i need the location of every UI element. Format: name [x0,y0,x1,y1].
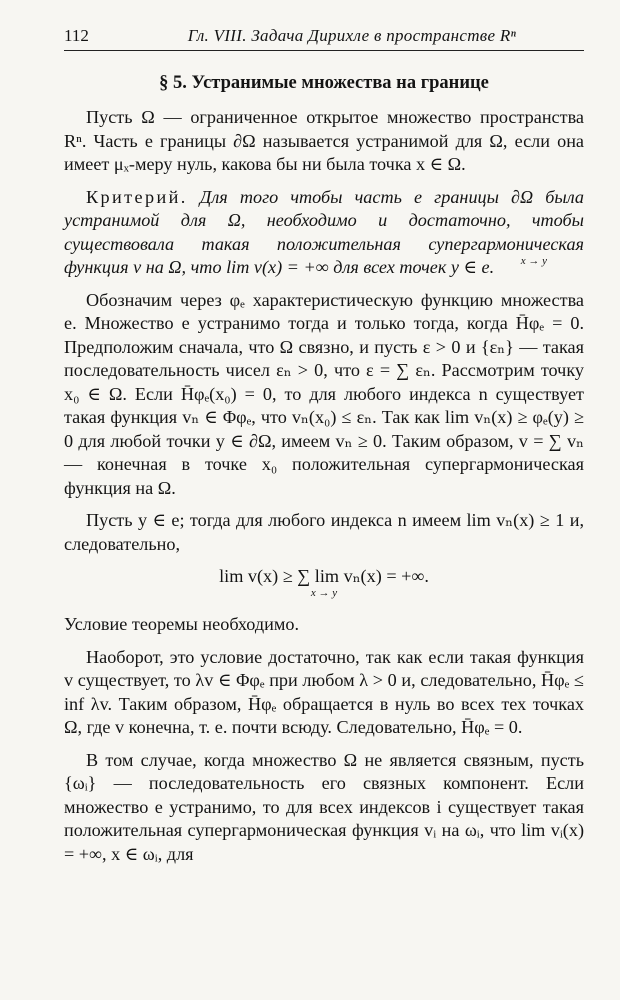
running-title: Гл. VIII. Задача Дирихле в пространстве Rⁿ [187,26,517,45]
page-number: 112 [64,26,89,45]
criterion-limit: lim v(x) = +∞ для всех точек y ∈ e. [226,257,495,277]
display-formula [64,565,584,599]
criterion-text: Для того чтобы часть e границы ∂Ω была устранимой для Ω, необходимо и достаточно, чтобы существовала такая положительная супергармоническая функция v на Ω, что [64,186,584,277]
paragraph-necessity: Условие теоремы необходимо. [64,614,299,634]
criterion-label: Критерий. [86,186,188,207]
paragraph-sufficiency: Наоборот, это условие достаточно, так как если такая функция v существует, то λv ∈ Φφₑ при любом λ > 0 и, следовательно, H̄φₑ ≤ inf λv. Таким образом, H̄φₑ обращается в нуль во всех тех точках Ω, где v конечна, т. е. почти всюду. Следовательно, H̄φₑ = 0. [64,646,584,737]
paragraph-criterion [64,186,584,280]
paragraph-nonconnected: В том случае, когда множество Ω не является связным, пусть {ωᵢ} — последовательность его связных компонент. Если множество e устранимо, то для всех индексов i существует такая положительная супергармоническая функция vᵢ на ωᵢ, что lim vᵢ(x) = +∞, x ∈ ωᵢ, для [64,749,584,864]
running-header [64,26,584,51]
criterion-lim-sub: x → y [520,255,547,267]
display-lim-sub: x → y [310,587,338,599]
paragraph-proof-2: Пусть y ∈ e; тогда для любого индекса n имеем lim vₙ(x) ≥ 1 и, следовательно, [64,510,584,554]
section-title: § 5. Устранимые множества на границе [159,73,489,93]
paragraph-definition: Пусть Ω — ограниченное открытое множество пространства Rⁿ. Часть e границы ∂Ω называется устранимой для Ω, если она имеет μₓ-меру нуль, какова бы ни была точка x ∈ Ω. [64,107,584,174]
paragraph-proof-1: Обозначим через φₑ характеристическую функцию множества e. Множество e устранимо тогда и только тогда, когда H̄φₑ = 0. Предположим сначала, что Ω связно, и пусть ε > 0 и {εₙ} — такая последовательность чисел εₙ > 0, что ε = ∑ εₙ. Рассмотрим точку x₀ ∈ Ω. Если H̄φₑ(x₀) = 0, то для любого индекса n существует такая функция vₙ ∈ Φφₑ, что vₙ(x₀) ≤ εₙ. Так как lim vₙ(x) ≥ φₑ(y) ≥ 0 для любой точки y ∈ ∂Ω, имеем vₙ ≥ 0. Таким образом, v = ∑ vₙ — конечная в точке x₀ положительная супергармоническая функция на Ω. [64,289,584,498]
display-formula-text: lim v(x) ≥ ∑ lim vₙ(x) = +∞. [219,566,429,586]
